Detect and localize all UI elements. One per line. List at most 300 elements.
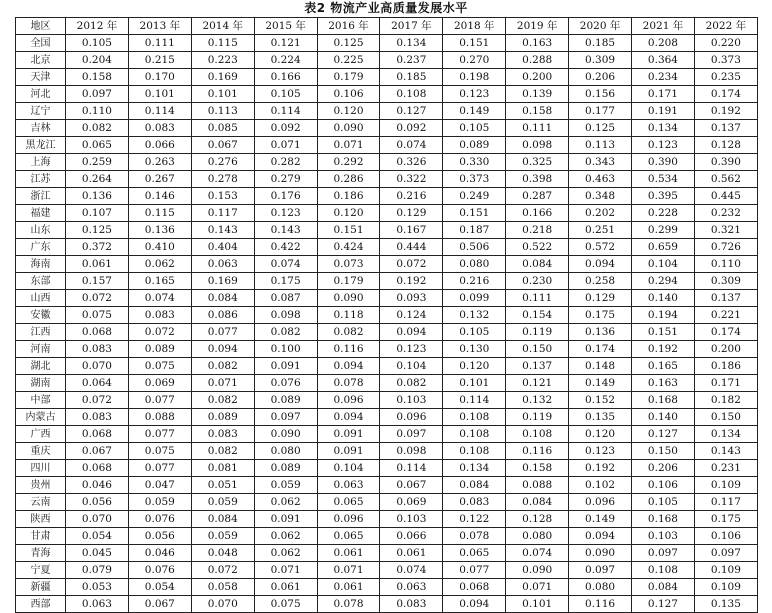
value-cell: 0.090 [317,290,380,307]
value-cell: 0.123 [380,341,443,358]
value-cell: 0.134 [443,460,506,477]
value-cell: 0.056 [66,494,129,511]
value-cell: 0.424 [317,239,380,256]
value-cell: 0.094 [569,256,632,273]
value-cell: 0.191 [632,103,695,120]
value-cell: 0.090 [317,120,380,137]
value-cell: 0.076 [128,562,191,579]
value-cell: 0.083 [380,596,443,613]
region-cell: 天津 [16,69,66,86]
region-cell: 全国 [16,35,66,52]
table-row [16,256,758,273]
value-cell: 0.071 [254,137,317,154]
value-cell: 0.096 [317,392,380,409]
value-cell: 0.091 [254,511,317,528]
value-cell: 0.410 [128,239,191,256]
value-cell: 0.364 [632,52,695,69]
value-cell: 0.115 [191,35,254,52]
value-cell: 0.061 [254,579,317,596]
region-cell: 西部 [16,596,66,613]
value-cell: 0.276 [191,154,254,171]
table-body [16,35,758,613]
value-cell: 0.084 [632,579,695,596]
table-row [16,103,758,120]
value-cell: 0.322 [380,171,443,188]
value-cell: 0.087 [254,290,317,307]
table-row [16,69,758,86]
value-cell: 0.143 [191,222,254,239]
value-cell: 0.228 [632,205,695,222]
value-cell: 0.076 [254,375,317,392]
value-cell: 0.096 [569,494,632,511]
value-cell: 0.066 [380,528,443,545]
header-year: 2018 年 [443,18,506,35]
region-cell: 东部 [16,273,66,290]
value-cell: 0.156 [569,86,632,103]
value-cell: 0.151 [632,324,695,341]
value-cell: 0.299 [632,222,695,239]
value-cell: 0.054 [66,528,129,545]
value-cell: 0.081 [191,460,254,477]
value-cell: 0.192 [569,460,632,477]
table-row [16,341,758,358]
value-cell: 0.132 [443,307,506,324]
region-cell: 内蒙古 [16,409,66,426]
value-cell: 0.062 [254,494,317,511]
value-cell: 0.153 [191,188,254,205]
header-year: 2021 年 [632,18,695,35]
value-cell: 0.404 [191,239,254,256]
value-cell: 0.119 [506,324,569,341]
value-cell: 0.154 [506,307,569,324]
value-cell: 0.123 [569,443,632,460]
value-cell: 0.118 [317,307,380,324]
value-cell: 0.109 [694,579,757,596]
value-cell: 0.140 [632,290,695,307]
value-cell: 0.220 [694,35,757,52]
header-year: 2020 年 [569,18,632,35]
table-row [16,86,758,103]
region-cell: 福建 [16,205,66,222]
table-row [16,324,758,341]
value-cell: 0.065 [317,494,380,511]
value-cell: 0.080 [506,528,569,545]
value-cell: 0.163 [632,375,695,392]
value-cell: 0.072 [191,562,254,579]
value-cell: 0.094 [317,358,380,375]
value-cell: 0.163 [506,35,569,52]
value-cell: 0.294 [632,273,695,290]
value-cell: 0.083 [191,426,254,443]
header-year: 2012 年 [66,18,129,35]
value-cell: 0.097 [632,545,695,562]
value-cell: 0.105 [443,120,506,137]
value-cell: 0.150 [506,341,569,358]
table-row [16,494,758,511]
value-cell: 0.094 [317,409,380,426]
value-cell: 0.292 [317,154,380,171]
value-cell: 0.082 [254,324,317,341]
table-row [16,188,758,205]
value-cell: 0.206 [632,460,695,477]
value-cell: 0.077 [191,324,254,341]
value-cell: 0.223 [191,52,254,69]
value-cell: 0.071 [317,137,380,154]
value-cell: 0.135 [694,596,757,613]
value-cell: 0.067 [191,137,254,154]
value-cell: 0.083 [128,307,191,324]
table-row [16,511,758,528]
value-cell: 0.094 [569,528,632,545]
value-cell: 0.059 [128,494,191,511]
value-cell: 0.058 [191,579,254,596]
region-cell: 河南 [16,341,66,358]
value-cell: 0.186 [694,358,757,375]
value-cell: 0.175 [569,307,632,324]
value-cell: 0.108 [443,443,506,460]
value-cell: 0.177 [569,103,632,120]
value-cell: 0.071 [506,579,569,596]
value-cell: 0.170 [128,69,191,86]
value-cell: 0.237 [380,52,443,69]
value-cell: 0.136 [569,324,632,341]
value-cell: 0.150 [632,443,695,460]
value-cell: 0.068 [66,324,129,341]
table-row [16,290,758,307]
value-cell: 0.343 [569,154,632,171]
value-cell: 0.129 [380,205,443,222]
value-cell: 0.146 [128,188,191,205]
value-cell: 0.111 [506,120,569,137]
table-row [16,409,758,426]
value-cell: 0.061 [66,256,129,273]
value-cell: 0.330 [443,154,506,171]
value-cell: 0.111 [128,35,191,52]
value-cell: 0.194 [632,307,695,324]
value-cell: 0.077 [128,460,191,477]
value-cell: 0.135 [569,409,632,426]
value-cell: 0.072 [66,392,129,409]
value-cell: 0.080 [443,256,506,273]
value-cell: 0.137 [694,290,757,307]
value-cell: 0.113 [191,103,254,120]
value-cell: 0.151 [443,35,506,52]
value-cell: 0.198 [443,69,506,86]
value-cell: 0.187 [443,222,506,239]
value-cell: 0.137 [506,358,569,375]
value-cell: 0.088 [128,409,191,426]
value-cell: 0.097 [66,86,129,103]
value-cell: 0.186 [317,188,380,205]
value-cell: 0.174 [694,324,757,341]
value-cell: 0.534 [632,171,695,188]
value-cell: 0.114 [128,103,191,120]
value-cell: 0.051 [191,477,254,494]
value-cell: 0.068 [66,426,129,443]
value-cell: 0.082 [191,358,254,375]
logistics-quality-table [15,17,758,613]
value-cell: 0.659 [632,239,695,256]
header-year: 2017 年 [380,18,443,35]
value-cell: 0.148 [569,358,632,375]
value-cell: 0.278 [191,171,254,188]
value-cell: 0.158 [66,69,129,86]
value-cell: 0.171 [632,86,695,103]
value-cell: 0.158 [506,103,569,120]
value-cell: 0.168 [632,511,695,528]
value-cell: 0.078 [317,375,380,392]
value-cell: 0.105 [66,35,129,52]
value-cell: 0.109 [694,477,757,494]
value-cell: 0.091 [317,426,380,443]
value-cell: 0.325 [506,154,569,171]
value-cell: 0.127 [632,426,695,443]
value-cell: 0.179 [317,69,380,86]
value-cell: 0.167 [380,222,443,239]
table-row [16,35,758,52]
region-cell: 青海 [16,545,66,562]
value-cell: 0.522 [506,239,569,256]
region-cell: 贵州 [16,477,66,494]
value-cell: 0.225 [317,52,380,69]
table-title: 表2 物流产业高质量发展水平 [304,1,468,15]
value-cell: 0.086 [191,307,254,324]
region-cell: 山西 [16,290,66,307]
value-cell: 0.067 [66,443,129,460]
value-cell: 0.059 [191,494,254,511]
value-cell: 0.048 [191,545,254,562]
value-cell: 0.065 [317,528,380,545]
region-cell: 新疆 [16,579,66,596]
value-cell: 0.097 [254,409,317,426]
value-cell: 0.072 [380,256,443,273]
table-row [16,52,758,69]
value-cell: 0.157 [66,273,129,290]
value-cell: 0.137 [694,120,757,137]
region-cell: 湖北 [16,358,66,375]
value-cell: 0.071 [254,562,317,579]
value-cell: 0.092 [380,120,443,137]
table-row [16,273,758,290]
value-cell: 0.094 [191,341,254,358]
region-cell: 四川 [16,460,66,477]
value-cell: 0.175 [694,511,757,528]
value-cell: 0.390 [632,154,695,171]
value-cell: 0.165 [632,358,695,375]
value-cell: 0.192 [694,103,757,120]
value-cell: 0.169 [191,273,254,290]
value-cell: 0.090 [569,545,632,562]
value-cell: 0.259 [66,154,129,171]
value-cell: 0.192 [380,273,443,290]
value-cell: 0.115 [128,205,191,222]
value-cell: 0.206 [569,69,632,86]
value-cell: 0.078 [317,596,380,613]
value-cell: 0.216 [443,273,506,290]
value-cell: 0.101 [443,375,506,392]
value-cell: 0.062 [254,545,317,562]
header-year: 2016 年 [317,18,380,35]
value-cell: 0.120 [569,426,632,443]
value-cell: 0.083 [66,409,129,426]
region-cell: 北京 [16,52,66,69]
value-cell: 0.136 [128,222,191,239]
value-cell: 0.068 [66,460,129,477]
value-cell: 0.444 [380,239,443,256]
value-cell: 0.104 [317,460,380,477]
value-cell: 0.091 [317,443,380,460]
value-cell: 0.279 [254,171,317,188]
value-cell: 0.288 [506,52,569,69]
value-cell: 0.080 [569,579,632,596]
value-cell: 0.110 [694,256,757,273]
header-year: 2019 年 [506,18,569,35]
value-cell: 0.098 [380,443,443,460]
value-cell: 0.140 [632,409,695,426]
value-cell: 0.085 [191,120,254,137]
value-cell: 0.088 [506,477,569,494]
value-cell: 0.072 [66,290,129,307]
value-cell: 0.192 [632,341,695,358]
value-cell: 0.139 [506,86,569,103]
value-cell: 0.264 [66,171,129,188]
value-cell: 0.110 [66,103,129,120]
value-cell: 0.398 [506,171,569,188]
region-cell: 陕西 [16,511,66,528]
value-cell: 0.114 [443,392,506,409]
value-cell: 0.059 [254,477,317,494]
value-cell: 0.080 [254,443,317,460]
value-cell: 0.082 [380,375,443,392]
value-cell: 0.149 [443,103,506,120]
value-cell: 0.158 [506,460,569,477]
value-cell: 0.128 [506,511,569,528]
value-cell: 0.232 [694,205,757,222]
value-cell: 0.102 [569,477,632,494]
value-cell: 0.074 [380,562,443,579]
region-cell: 黑龙江 [16,137,66,154]
table-row [16,528,758,545]
value-cell: 0.067 [380,477,443,494]
value-cell: 0.094 [443,596,506,613]
value-cell: 0.063 [380,579,443,596]
value-cell: 0.106 [632,477,695,494]
value-cell: 0.200 [694,341,757,358]
value-cell: 0.076 [128,511,191,528]
value-cell: 0.123 [254,205,317,222]
value-cell: 0.326 [380,154,443,171]
region-cell: 海南 [16,256,66,273]
region-cell: 湖南 [16,375,66,392]
value-cell: 0.113 [569,137,632,154]
value-cell: 0.082 [317,324,380,341]
value-cell: 0.572 [569,239,632,256]
value-cell: 0.100 [254,341,317,358]
value-cell: 0.101 [506,596,569,613]
value-cell: 0.107 [66,205,129,222]
table-row [16,392,758,409]
value-cell: 0.422 [254,239,317,256]
value-cell: 0.098 [506,137,569,154]
value-cell: 0.108 [443,409,506,426]
value-cell: 0.097 [569,562,632,579]
value-cell: 0.097 [380,426,443,443]
value-cell: 0.114 [254,103,317,120]
value-cell: 0.132 [506,392,569,409]
table-row [16,545,758,562]
value-cell: 0.204 [66,52,129,69]
value-cell: 0.116 [569,596,632,613]
value-cell: 0.071 [191,375,254,392]
value-cell: 0.082 [66,120,129,137]
value-cell: 0.150 [694,409,757,426]
value-cell: 0.309 [694,273,757,290]
value-cell: 0.084 [506,256,569,273]
value-cell: 0.077 [128,426,191,443]
value-cell: 0.106 [317,86,380,103]
header-year: 2013 年 [128,18,191,35]
value-cell: 0.096 [380,409,443,426]
value-cell: 0.059 [191,528,254,545]
region-cell: 山东 [16,222,66,239]
value-cell: 0.068 [443,579,506,596]
value-cell: 0.122 [443,511,506,528]
table-row [16,307,758,324]
value-cell: 0.084 [443,477,506,494]
value-cell: 0.063 [66,596,129,613]
table-row [16,171,758,188]
header-year: 2015 年 [254,18,317,35]
value-cell: 0.078 [443,528,506,545]
value-cell: 0.089 [254,460,317,477]
value-cell: 0.116 [506,443,569,460]
region-cell: 重庆 [16,443,66,460]
value-cell: 0.061 [317,545,380,562]
value-cell: 0.152 [569,392,632,409]
value-cell: 0.089 [254,392,317,409]
value-cell: 0.125 [66,222,129,239]
value-cell: 0.074 [506,545,569,562]
region-cell: 河北 [16,86,66,103]
value-cell: 0.134 [632,120,695,137]
header-year: 2014 年 [191,18,254,35]
value-cell: 0.108 [506,426,569,443]
value-cell: 0.372 [66,239,129,256]
value-cell: 0.108 [632,562,695,579]
value-cell: 0.063 [317,477,380,494]
table-row [16,205,758,222]
value-cell: 0.111 [506,290,569,307]
value-cell: 0.216 [380,188,443,205]
value-cell: 0.065 [66,137,129,154]
value-cell: 0.124 [380,307,443,324]
value-cell: 0.084 [191,511,254,528]
value-cell: 0.395 [632,188,695,205]
value-cell: 0.067 [128,596,191,613]
value-cell: 0.089 [191,409,254,426]
region-cell: 宁夏 [16,562,66,579]
value-cell: 0.074 [254,256,317,273]
value-cell: 0.506 [443,239,506,256]
value-cell: 0.224 [254,52,317,69]
value-cell: 0.234 [632,69,695,86]
table-row [16,443,758,460]
region-cell: 甘肃 [16,528,66,545]
value-cell: 0.125 [569,120,632,137]
value-cell: 0.143 [694,443,757,460]
value-cell: 0.056 [128,528,191,545]
value-cell: 0.070 [66,511,129,528]
